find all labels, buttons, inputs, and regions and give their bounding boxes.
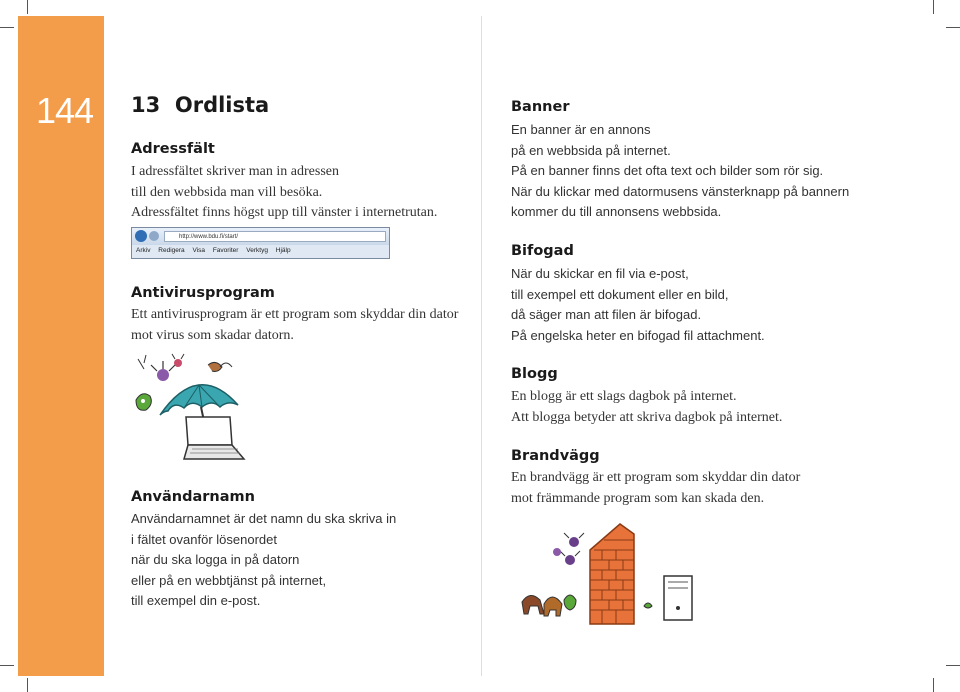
definition-line: när du ska logga in på datorn bbox=[131, 552, 300, 568]
definition-line: I adressfältet skriver man in adressen bbox=[131, 164, 339, 179]
crop-mark bbox=[27, 678, 28, 692]
definition-line: En blogg är ett slags dagbok på internet. bbox=[511, 389, 737, 404]
definition-brandvagg bbox=[511, 468, 800, 509]
umbrella-laptop-illustration bbox=[128, 345, 248, 463]
column-divider bbox=[481, 16, 482, 676]
crop-mark bbox=[933, 678, 934, 692]
definition-line: När du skickar en fil via e-post, bbox=[511, 266, 689, 281]
term-brandvagg: Brandvägg bbox=[511, 448, 600, 464]
definition-line: mot virus som skadar datorn. bbox=[131, 327, 294, 343]
definition-line: På engelska heter en bifogad fil attachment. bbox=[511, 327, 765, 343]
definition-bifogad bbox=[511, 264, 765, 346]
definition-line: till exempel ett dokument eller en bild, bbox=[511, 286, 729, 302]
menu-item: Verktyg bbox=[246, 247, 268, 254]
firewall-illustration bbox=[512, 520, 702, 630]
crop-mark bbox=[946, 27, 960, 28]
crop-mark bbox=[0, 27, 14, 28]
menu-item: Hjälp bbox=[275, 247, 291, 254]
definition-line: då säger man att filen är bifogad. bbox=[511, 307, 702, 323]
back-arrow-icon bbox=[135, 230, 147, 242]
definition-line: En banner är en annons bbox=[511, 122, 651, 137]
definition-line: Ett antivirusprogram är ett program som skyddar din dator bbox=[131, 307, 459, 322]
term-anvandarnamn: Användarnamn bbox=[131, 489, 255, 505]
definition-line: kommer du till annonsens webbsida. bbox=[511, 204, 722, 220]
menu-item: Redigera bbox=[158, 247, 185, 254]
definition-line: till exempel din e-post. bbox=[131, 593, 261, 609]
term-adressfalt: Adressfält bbox=[131, 141, 215, 157]
menu-item: Arkiv bbox=[136, 247, 151, 254]
crop-mark bbox=[27, 0, 28, 14]
definition-line: på en webbsida på internet. bbox=[511, 142, 671, 158]
definition-line: Adressfältet finns högst upp till vänster i internetrutan. bbox=[131, 205, 438, 221]
menu-item: Favoriter bbox=[212, 247, 239, 254]
definition-line: Att blogga betyder att skriva dagbok på internet. bbox=[511, 409, 783, 425]
definition-line: När du klickar med datormusens vänsterknapp på bannern bbox=[511, 183, 850, 199]
menu-item: Visa bbox=[192, 247, 205, 254]
address-field: http://www.bdu.fi/start/ bbox=[164, 231, 386, 242]
chapter-number: 13 bbox=[131, 93, 161, 117]
definition-line: till den webbsida man vill besöka. bbox=[131, 184, 323, 200]
definition-adressfalt bbox=[131, 162, 437, 224]
definition-line: i fältet ovanför lösenordet bbox=[131, 531, 277, 547]
chapter-name: Ordlista bbox=[174, 93, 270, 117]
browser-menu bbox=[136, 247, 297, 254]
crop-mark bbox=[933, 0, 934, 14]
virus-bug-icon bbox=[569, 537, 579, 547]
definition-line: En brandvägg är ett program som skyddar din dator bbox=[511, 470, 801, 485]
definition-line: mot främmande program som kan skada den. bbox=[511, 490, 765, 506]
definition-line: På en banner finns det ofta text och bilder som rör sig. bbox=[511, 163, 824, 179]
term-blogg: Blogg bbox=[511, 366, 558, 382]
definition-line: eller på en webbtjänst på internet, bbox=[131, 572, 327, 588]
term-bifogad: Bifogad bbox=[511, 243, 574, 259]
crop-mark bbox=[0, 665, 14, 666]
crop-mark bbox=[946, 665, 960, 666]
forward-arrow-icon bbox=[149, 231, 159, 241]
virus-bug-icon bbox=[157, 369, 169, 381]
term-antivirusprogram: Antivirusprogram bbox=[131, 285, 275, 301]
definition-line: Användarnamnet är det namn du ska skriva in bbox=[131, 511, 397, 526]
page-number: 144 bbox=[36, 90, 94, 131]
term-banner: Banner bbox=[511, 99, 570, 115]
definition-blogg bbox=[511, 387, 782, 428]
definition-banner bbox=[511, 120, 849, 223]
chapter-title bbox=[131, 93, 269, 117]
definition-antivirusprogram bbox=[131, 305, 458, 346]
browser-address-bar-image bbox=[131, 227, 390, 259]
definition-anvandarnamn bbox=[131, 509, 396, 612]
computer-tower-icon bbox=[664, 576, 692, 620]
